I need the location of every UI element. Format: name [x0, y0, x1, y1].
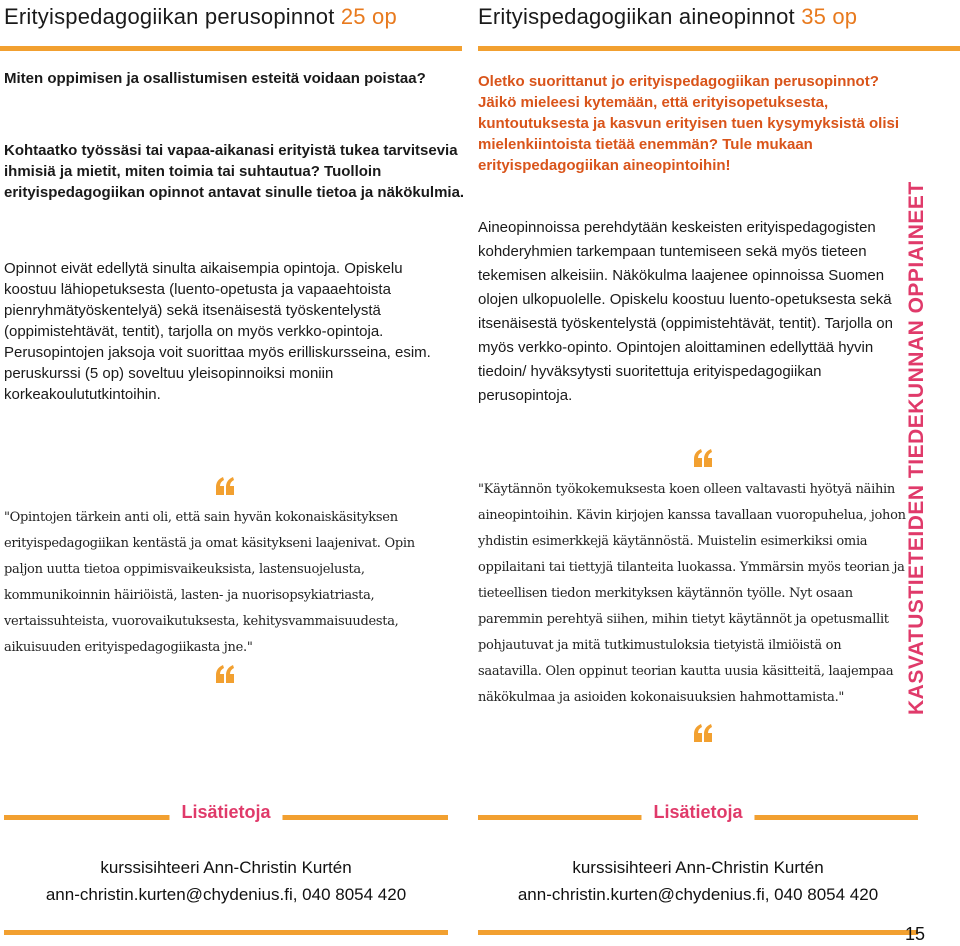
right-info-box-email: ann-christin.kurten@chydenius.fi, 040 8054 420 [517, 885, 879, 904]
right-info-box-title: Lisätietoja [641, 802, 754, 823]
right-title-credits: 35 op [801, 4, 858, 29]
left-info-box-contact: kurssisihteeri Ann-Christin Kurtén [100, 858, 352, 877]
left-title-rule [0, 46, 462, 51]
quote-mark-icon [692, 722, 714, 744]
right-title-text: Erityispedagogiikan aineopinnot [478, 4, 802, 29]
quote-mark-icon [692, 447, 714, 469]
right-info-box-contact: kurssisihteeri Ann-Christin Kurtén [572, 858, 824, 877]
quote-mark-icon [214, 475, 236, 497]
left-title-credits: 25 op [340, 4, 397, 29]
left-page-title [4, 4, 397, 30]
left-student-quote: "Opintojen tärkein anti oli, että sain hyvän kokonaiskäsityksen erityispedagogiikan kentästä ja omat käsitykseni laajenivat. Opin paljon uutta tietoa oppimisvaikeuksista, lastensuojelusta, kommunikoinnin häiriöistä, lasten- ja nuorisopsykiatriasta, vertaissuhteista, vuorovaikutuksesta, kehitysvammaisuudesta, aikuisuuden erityispedagogiikasta jne." [4, 510, 415, 655]
right-info-box [478, 802, 918, 935]
right-page-title [478, 4, 857, 30]
left-info-body: Opiskelu koostuu lähiopetuksesta (luento-opetusta ja vapaaehtoista pienryhmätyöskentelyä) sekä itsenäisestä työskentelystä (oppimistehtävät, tentit), tarjolla on myös verkko-opintoja. Perusopintojen jaksoja voit suorittaa myös erilliskursseina, esim. peruskurssi (5 op) soveltuu yleisopinnoiksi moniin korkeakoulututkintoihin. [4, 260, 431, 403]
right-title-rule [478, 46, 960, 51]
right-info-paragraph: Aineopinnoissa perehdytään keskeisten erityispedagogisten kohderyhmien tarkempaan tuntemiseen sekä myös tieteen tekemisen alkeisiin. Näkökulma laajenee opinnoissa Suomen olojen ulkopuolelle. Opiskelu koostuu luento-opetuksesta sekä itsenäisestä työskentelystä (oppimistehtävät, tentit). Tarjolla on myös verkko-opinto. Opintojen aloittaminen edellyttää hyvin tiedoin/ hyväksytysti suoritettuja erityispedagogiikan perusopintoja. [478, 219, 893, 404]
right-student-quote: "Käytännön työkokemuksesta koen olleen valtavasti hyötyä näihin aineopintoihin. Kävin kirjojen kanssa tavallaan vuoropuhelua, johon yhdistin esimerkkejä käytännöstä. Muistelin esimerkiksi omia oppilaitani tai tiettyjä tilanteita luokassa. Ymmärsin myös teorian ja tieteellisen tiedon merkityksen käytännön työlle. Nyt osaan paremmin perehtyä siihen, mihin tietyt käytännöt ja opetusmallit pohjautuvat ja mitä tutkimustuloksia tietyistä ilmiöistä on saatavilla. Olen oppinut teorian kautta uusia käsitteitä, laajempaa näkökulmaa ja asioiden kokonaisuuksien hahmottamista." [478, 482, 906, 705]
left-info-box [4, 802, 448, 935]
left-info-paragraph [4, 258, 434, 405]
right-intro-question: Oletko suorittanut jo erityispedagogiikan perusopinnot? Jäikö mieleesi kytemään, että erityisopetuksesta, kuntoutuksesta ja kasvun erityisen tuen kysymyksistä olisi mielenkiintoista tietää enemmän? Tule mukaan erityispedagogiikan aineopintoihin! [478, 73, 900, 174]
left-intro-body: Kohtaatko työssäsi tai vapaa-aikanasi erityistä tukea tarvitsevia ihmisiä ja mietit, miten toimia tai suhtautua? Tuolloin erityispedagogiikan opinnot antavat sinulle tietoa ja näkökulmia. [4, 142, 465, 201]
quote-mark-icon [214, 663, 236, 685]
left-title-text: Erityispedagogiikan perusopinnot [4, 4, 341, 29]
left-info-lead: Opinnot eivät edellytä sinulta aikaisempia opintoja. [4, 260, 341, 277]
left-info-box-title: Lisätietoja [169, 802, 282, 823]
left-intro-question: Miten oppimisen ja osallistumisen esteitä voidaan poistaa? [4, 70, 426, 87]
left-info-box-email: ann-christin.kurten@chydenius.fi, 040 8054 420 [45, 885, 407, 904]
page-number: 15 [905, 924, 926, 944]
faculty-side-label: KASVATUSTIETEIDEN TIEDEKUNNAN OPPIAINEET [905, 181, 928, 715]
